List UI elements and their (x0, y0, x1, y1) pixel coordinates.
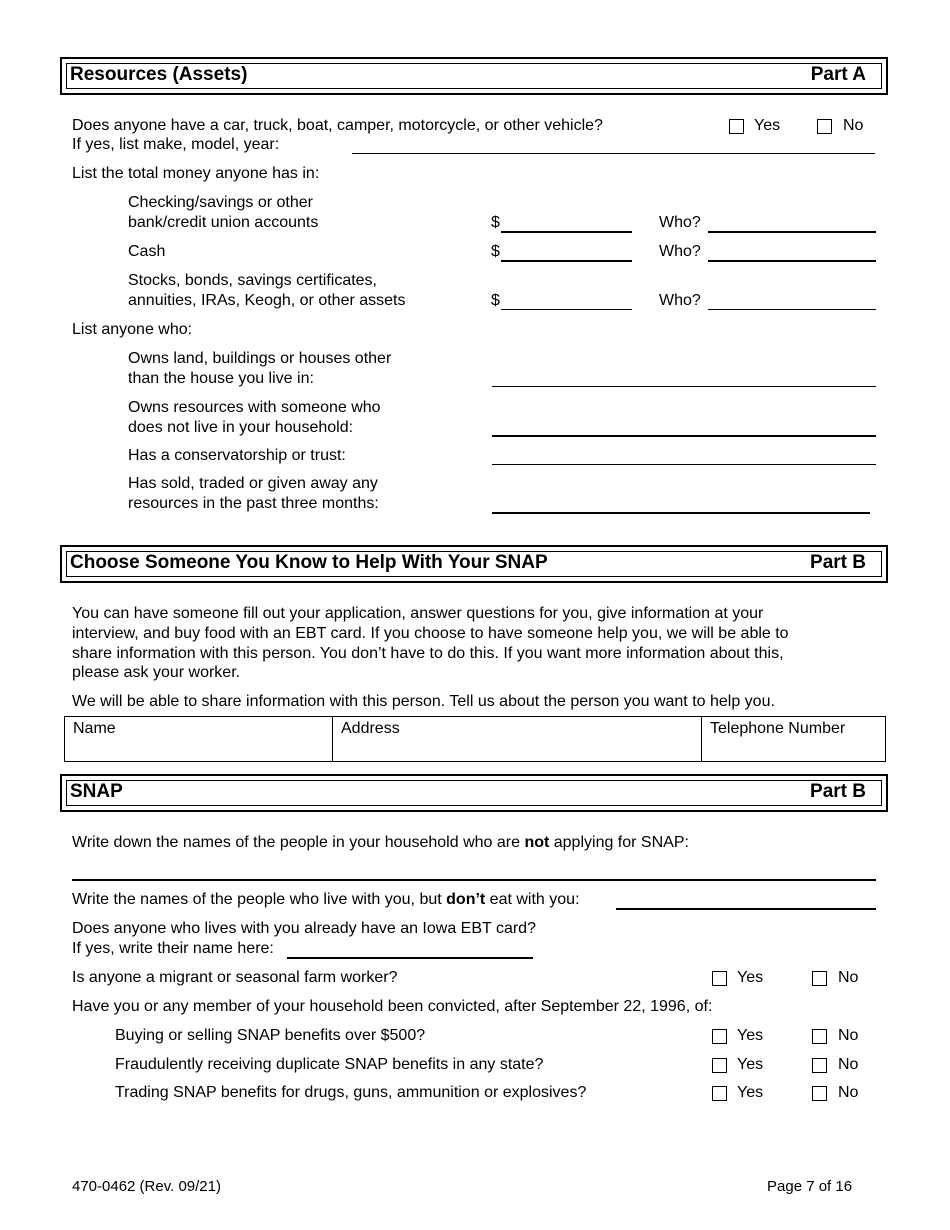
trading-yes-checkbox[interactable] (712, 1086, 727, 1101)
checking-amount-line (501, 231, 632, 233)
trust-input[interactable] (494, 445, 878, 465)
stocks-who-input[interactable] (710, 291, 878, 311)
part-a-title: Resources (Assets) (70, 64, 248, 85)
vehicle-followup: If yes, list make, model, year: (72, 136, 280, 153)
helper-paragraph-line1: You can have someone fill out your application, answer questions for you, give information at your (72, 605, 764, 622)
cash-amount-line (501, 260, 632, 262)
trading-no-label: No (838, 1084, 859, 1101)
shared-label-line2: does not live in your household: (128, 419, 354, 436)
checking-dollar-sign: $ (491, 214, 500, 231)
live-with-input[interactable] (618, 890, 878, 910)
duplicate-no-checkbox[interactable] (812, 1058, 827, 1073)
money-intro: List the total money anyone has in: (72, 165, 320, 182)
land-input[interactable] (494, 367, 878, 387)
sold-label-line2: resources in the past three months: (128, 495, 379, 512)
part-b-snap-header-inner-border (66, 780, 882, 806)
form-number: 470-0462 (Rev. 09/21) (72, 1178, 221, 1195)
migrant-no-label: No (838, 969, 859, 986)
buying-no-checkbox[interactable] (812, 1029, 827, 1044)
cash-amount-input[interactable] (502, 242, 634, 262)
helper-address-label: Address (341, 720, 400, 737)
vehicle-no-checkbox[interactable] (817, 119, 832, 134)
cash-who-line (708, 260, 876, 262)
live-with-text-post: eat with you: (485, 891, 580, 908)
helper-paragraph-line3: share information with this person. You don’t have to do this. If you want more information about this, (72, 645, 784, 662)
not-applying-text-pre: Write down the names of the people in your household who are (72, 834, 525, 851)
vehicle-details-line (352, 153, 875, 154)
not-applying-line (72, 879, 876, 881)
helper-paragraph-line2: interview, and buy food with an EBT card. If you choose to have someone help you, we will be able to (72, 625, 789, 642)
not-applying-text-bold: not (524, 834, 550, 851)
stocks-dollar-sign: $ (491, 292, 500, 309)
migrant-yes-checkbox[interactable] (712, 971, 727, 986)
shared-label-line1: Owns resources with someone who (128, 399, 381, 416)
buying-question: Buying or selling SNAP benefits over $500? (115, 1027, 426, 1044)
not-applying-question (72, 833, 689, 853)
trust-label: Has a conservatorship or trust: (128, 447, 346, 464)
part-b-helper-header (60, 545, 888, 583)
duplicate-yes-checkbox[interactable] (712, 1058, 727, 1073)
checking-label-line1: Checking/savings or other (128, 194, 313, 211)
stocks-label-line2: annuities, IRAs, Keogh, or other assets (128, 292, 406, 309)
live-with-line (616, 908, 876, 910)
shared-input[interactable] (494, 416, 878, 436)
ebt-name-input[interactable] (289, 939, 535, 959)
helper-name-input[interactable] (71, 739, 326, 759)
cash-who-label: Who? (659, 243, 701, 260)
anyone-intro: List anyone who: (72, 321, 193, 338)
part-a-label: Part A (810, 64, 866, 85)
part-b-snap-label: Part B (810, 781, 866, 802)
buying-no-label: No (838, 1027, 859, 1044)
share-info-line: We will be able to share information with this person. Tell us about the person you want to help you. (72, 693, 775, 710)
helper-phone-label: Telephone Number (710, 720, 846, 737)
checking-who-input[interactable] (710, 213, 878, 233)
helper-phone-cell (702, 717, 885, 761)
land-label-line2: than the house you live in: (128, 370, 314, 387)
stocks-label-line1: Stocks, bonds, savings certificates, (128, 272, 377, 289)
not-applying-input[interactable] (74, 860, 878, 880)
shared-line (492, 435, 876, 437)
buying-yes-label: Yes (737, 1027, 764, 1044)
checking-who-label: Who? (659, 214, 701, 231)
vehicle-yes-checkbox[interactable] (729, 119, 744, 134)
land-label-line1: Owns land, buildings or houses other (128, 350, 392, 367)
checking-who-line (708, 231, 876, 233)
stocks-who-line (708, 309, 876, 310)
live-with-text-bold: don’t (446, 891, 486, 908)
trust-line (492, 464, 876, 465)
helper-info-table (64, 716, 886, 762)
helper-name-label: Name (73, 720, 116, 737)
convicted-question: Have you or any member of your household been convicted, after September 22, 1996, of: (72, 998, 713, 1015)
migrant-yes-label: Yes (737, 969, 764, 986)
cash-dollar-sign: $ (491, 243, 500, 260)
ebt-name-line (287, 957, 533, 959)
ebt-followup: If yes, write their name here: (72, 940, 274, 957)
page-number: Page 7 of 16 (767, 1178, 853, 1195)
part-b-helper-title: Choose Someone You Know to Help With Your SNAP (70, 552, 548, 573)
cash-label: Cash (128, 243, 166, 260)
duplicate-no-label: No (838, 1056, 859, 1073)
part-a-header (60, 57, 888, 95)
trading-yes-label: Yes (737, 1084, 764, 1101)
helper-phone-input[interactable] (708, 739, 879, 759)
not-applying-text-post: applying for SNAP: (549, 834, 689, 851)
vehicle-yes-label: Yes (754, 117, 781, 134)
trading-question: Trading SNAP benefits for drugs, guns, ammunition or explosives? (115, 1084, 587, 1101)
helper-name-cell (65, 717, 333, 761)
stocks-who-label: Who? (659, 292, 701, 309)
ebt-question: Does anyone who lives with you already have an Iowa EBT card? (72, 920, 536, 937)
sold-label-line1: Has sold, traded or given away any (128, 475, 378, 492)
migrant-question: Is anyone a migrant or seasonal farm worker? (72, 969, 398, 986)
live-with-text-pre: Write the names of the people who live with you, but (72, 891, 447, 908)
trading-no-checkbox[interactable] (812, 1086, 827, 1101)
duplicate-yes-label: Yes (737, 1056, 764, 1073)
migrant-no-checkbox[interactable] (812, 971, 827, 986)
checking-amount-input[interactable] (502, 213, 634, 233)
sold-line (492, 512, 870, 514)
checking-label-line2: bank/credit union accounts (128, 214, 319, 231)
helper-paragraph-line4: please ask your worker. (72, 664, 241, 681)
land-line (492, 386, 876, 387)
part-b-helper-label: Part B (810, 552, 866, 573)
part-b-snap-title: SNAP (70, 781, 123, 802)
buying-yes-checkbox[interactable] (712, 1029, 727, 1044)
stocks-amount-line (501, 309, 632, 310)
stocks-amount-input[interactable] (502, 291, 634, 311)
part-b-snap-header (60, 774, 888, 812)
vehicle-no-label: No (843, 117, 864, 134)
helper-address-input[interactable] (339, 739, 695, 759)
helper-address-cell (333, 717, 702, 761)
vehicle-question: Does anyone have a car, truck, boat, camper, motorcycle, or other vehicle? (72, 117, 603, 134)
duplicate-question: Fraudulently receiving duplicate SNAP benefits in any state? (115, 1056, 544, 1073)
live-with-question (72, 890, 580, 910)
sold-input[interactable] (494, 493, 872, 513)
cash-who-input[interactable] (710, 242, 878, 262)
vehicle-details-input[interactable] (354, 135, 878, 155)
